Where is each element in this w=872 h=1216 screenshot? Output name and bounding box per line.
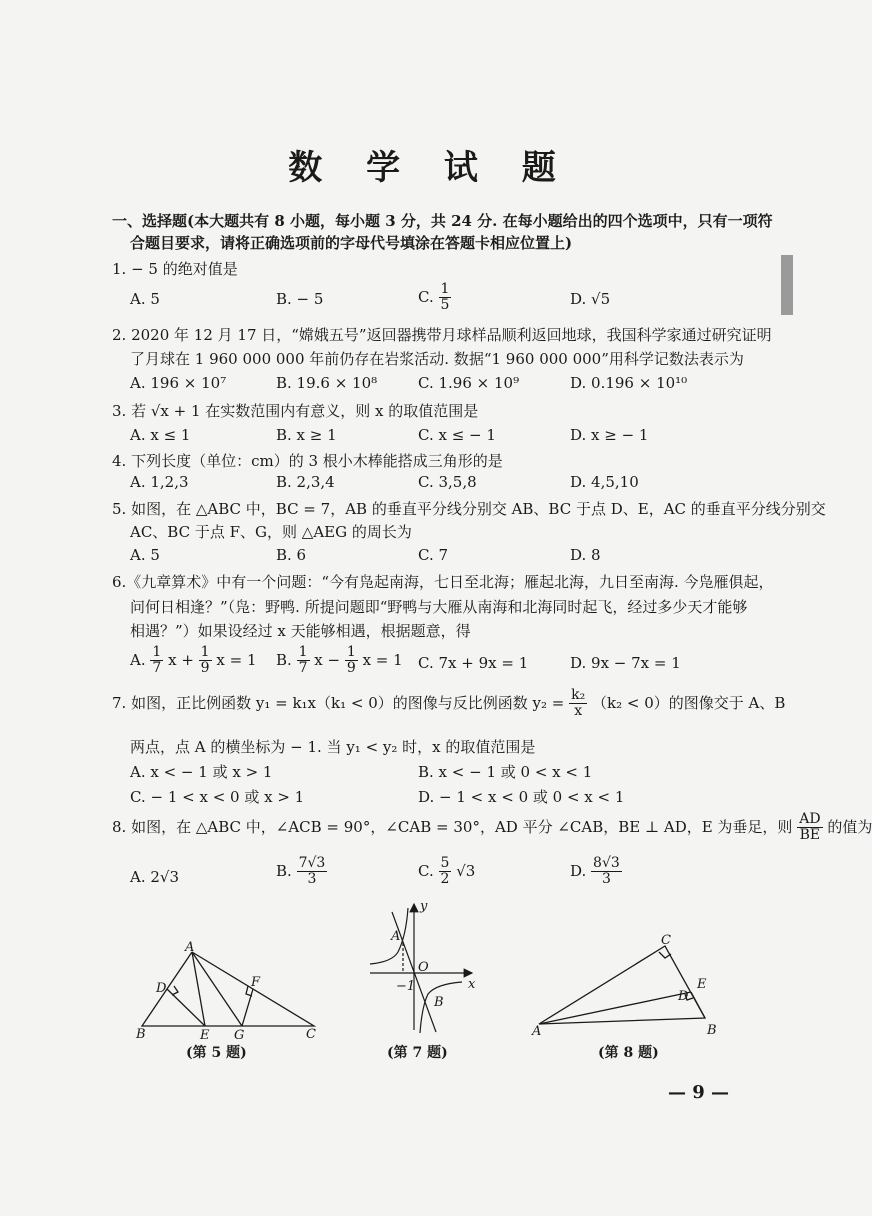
q8-c-fraction [439, 856, 452, 888]
q4-option-d: D. 4,5,10 [570, 473, 639, 491]
q6-a-frac1-den: 7 [152, 660, 162, 677]
q7-line1-pre: 7. 如图，正比例函数 y₁ = k₁x（k₁ < 0）的图像与反比例函数 y₂ = [112, 693, 565, 712]
fig5-label-d: D [156, 981, 167, 996]
figure-7-function-graph [362, 898, 487, 1038]
q6-line2: 问何日相逢？”（凫：野鸭. 所提问题即“野鸭与大雁从南海和北海同时起飞，经过多少天才能够 [130, 598, 748, 616]
q6-line3: 相遇？”）如果设经过 x 天能够相遇，根据题意，得 [130, 622, 471, 640]
q5-option-a: A. 5 [130, 546, 160, 564]
q6-b-mid: x − [314, 650, 341, 669]
q8-line1-post: 的值为 [827, 817, 872, 836]
q7-option-c: C. − 1 < x < 0 或 x > 1 [130, 788, 305, 806]
q7-option-d: D. − 1 < x < 0 或 0 < x < 1 [418, 788, 625, 806]
q6-b-frac2-num: 1 [346, 644, 356, 660]
q1-c-den: 5 [440, 297, 450, 314]
fig7-label-b: B [434, 995, 444, 1010]
figure-8-triangle [525, 933, 725, 1039]
q8-c-num: 5 [440, 855, 450, 871]
q1-option-a: A. 5 [130, 290, 160, 308]
q1-c-fraction [439, 282, 452, 314]
figure-8-caption: (第 8 题) [598, 1045, 659, 1061]
fig8-label-e: E [697, 977, 707, 992]
q6-line1: 6.《九章算术》中有一个问题：“今有凫起南海，七日至北海；雁起北海，九日至南海. 今凫雁俱起， [112, 573, 774, 591]
q4-option-b: B. 2,3,4 [276, 473, 335, 491]
q4-stem: 4. 下列长度（单位：cm）的 3 根小木棒能搭成三角形的是 [112, 452, 503, 470]
q6-a-label: A. [130, 650, 146, 669]
q7-option-b: B. x < − 1 或 0 < x < 1 [418, 763, 593, 781]
q1-c-num: 1 [440, 281, 450, 297]
q7-option-a: A. x < − 1 或 x > 1 [130, 763, 273, 781]
fig7-label-o: O [418, 960, 429, 975]
q3-option-b: B. x ≥ 1 [276, 426, 337, 444]
figure-7-caption: (第 7 题) [387, 1045, 448, 1061]
section-header-line1: 一、选择题(本大题共有 8 小题，每小题 3 分，共 24 分. 在每小题给出的四个选项中，只有一项符 [112, 212, 773, 230]
q6-a-frac2-den: 9 [200, 660, 210, 677]
q8-ad-over-be [797, 812, 822, 844]
q8-frac-den: BE [799, 827, 821, 844]
page-title: 数 学 试 题 [288, 148, 572, 188]
q3-option-c: C. x ≤ − 1 [418, 426, 496, 444]
q8-c-post: √3 [456, 861, 476, 880]
q8-frac-num: AD [799, 811, 821, 827]
q7-line1 [112, 688, 785, 720]
q7-k2-over-x [569, 688, 587, 720]
fig5-label-g: G [234, 1028, 245, 1043]
q7-frac-num: k₂ [571, 687, 586, 703]
q8-option-a: A. 2√3 [130, 868, 180, 886]
q6-a-frac2 [199, 645, 212, 677]
q4-option-a: A. 1,2,3 [130, 473, 189, 491]
q2-option-a: A. 196 × 10⁷ [130, 374, 227, 392]
q2-line2: 了月球在 1 960 000 000 年前仍存在岩浆活动. 数据“1 960 000 000”用科学记数法表示为 [130, 350, 744, 368]
q8-c-den: 2 [440, 871, 450, 888]
q5-line1: 5. 如图，在 △ABC 中，BC = 7，AB 的垂直平分线分别交 AB、BC 于点 D、E，AC 的垂直平分线分别交 [112, 500, 826, 518]
q8-d-fraction [591, 856, 622, 888]
q5-option-c: C. 7 [418, 546, 449, 564]
q8-d-label: D. [570, 861, 587, 880]
fig8-label-a: A [532, 1024, 542, 1039]
q1-option-b: B. − 5 [276, 290, 324, 308]
q1-c-label: C. [418, 287, 434, 306]
section-header-line2: 合题目要求，请将正确选项前的字母代号填涂在答题卡相应位置上) [130, 234, 573, 252]
q8-b-num: 7√3 [298, 855, 326, 871]
q7-frac-den: x [574, 703, 583, 720]
q6-b-frac2-den: 9 [346, 660, 356, 677]
q8-d-num: 8√3 [593, 855, 620, 871]
q3-option-a: A. x ≤ 1 [130, 426, 191, 444]
q6-a-frac1 [150, 645, 163, 677]
q6-option-b [276, 645, 403, 677]
q2-option-c: C. 1.96 × 10⁹ [418, 374, 520, 392]
q6-b-frac2 [345, 645, 358, 677]
q6-option-c: C. 7x + 9x = 1 [418, 654, 529, 672]
q8-line1-pre: 8. 如图，在 △ABC 中，∠ACB = 90°，∠CAB = 30°，AD 平分 ∠CAB，BE ⊥ AD，E 为垂足，则 [112, 817, 793, 836]
figure-5-caption: (第 5 题) [186, 1045, 247, 1061]
q2-option-d: D. 0.196 × 10¹⁰ [570, 374, 688, 392]
q8-c-label: C. [418, 861, 434, 880]
q8-b-label: B. [276, 861, 292, 880]
q5-option-b: B. 6 [276, 546, 307, 564]
q2-option-b: B. 19.6 × 10⁸ [276, 374, 378, 392]
q8-b-den: 3 [307, 871, 317, 888]
fig8-label-d: D [678, 989, 689, 1004]
q7-line2: 两点，点 A 的横坐标为 − 1. 当 y₁ < y₂ 时，x 的取值范围是 [130, 738, 536, 756]
q6-b-frac1 [297, 645, 310, 677]
q6-b-frac1-num: 1 [298, 644, 308, 660]
q8-option-d [570, 856, 622, 888]
q6-a-frac1-num: 1 [152, 644, 162, 660]
fig5-label-f: F [251, 975, 261, 990]
q5-line2: AC、BC 于点 F、G，则 △AEG 的周长为 [130, 523, 412, 541]
q6-a-end: x = 1 [216, 650, 257, 669]
q2-line1: 2. 2020 年 12 月 17 日，“嫦娥五号”返回器携带月球样品顺利返回地球，我国科学家通过研究证明 [112, 326, 772, 344]
q8-d-den: 3 [601, 871, 611, 888]
q8-line1 [112, 812, 872, 844]
q4-option-c: C. 3,5,8 [418, 473, 477, 491]
fig8-label-c: C [661, 933, 671, 948]
q1-stem: 1. − 5 的绝对值是 [112, 260, 238, 278]
q3-stem: 3. 若 √x + 1 在实数范围内有意义，则 x 的取值范围是 [112, 402, 479, 420]
fig7-label-y: y [420, 899, 428, 914]
q3-option-d: D. x ≥ − 1 [570, 426, 649, 444]
fig7-label-a: A [391, 929, 401, 944]
page-number: — 9 — [668, 1082, 730, 1103]
q6-a-mid: x + [168, 650, 194, 669]
figure-5-triangle [130, 940, 330, 1043]
fig7-label-minus1: −1 [396, 979, 416, 994]
fig5-label-b: B [136, 1027, 146, 1042]
q7-line1-post: （k₂ < 0）的图像交于 A、B [592, 693, 786, 712]
fig5-label-c: C [306, 1027, 316, 1042]
fig7-label-x: x [468, 977, 476, 992]
q6-b-frac1-den: 7 [298, 660, 308, 677]
q8-option-c [418, 856, 475, 888]
q8-option-b [276, 856, 327, 888]
q1-option-d: D. √5 [570, 290, 611, 308]
q6-b-label: B. [276, 650, 292, 669]
q6-a-frac2-num: 1 [200, 644, 210, 660]
fig5-label-a: A [185, 940, 195, 955]
q1-option-c [418, 282, 451, 314]
fig8-label-b: B [707, 1023, 717, 1038]
q8-b-fraction [297, 856, 328, 888]
q5-option-d: D. 8 [570, 546, 601, 564]
fig5-label-e: E [200, 1028, 210, 1043]
page-edge-tab [781, 255, 793, 315]
q6-option-d: D. 9x − 7x = 1 [570, 654, 681, 672]
q6-b-end: x = 1 [362, 650, 403, 669]
q6-option-a [130, 645, 256, 677]
